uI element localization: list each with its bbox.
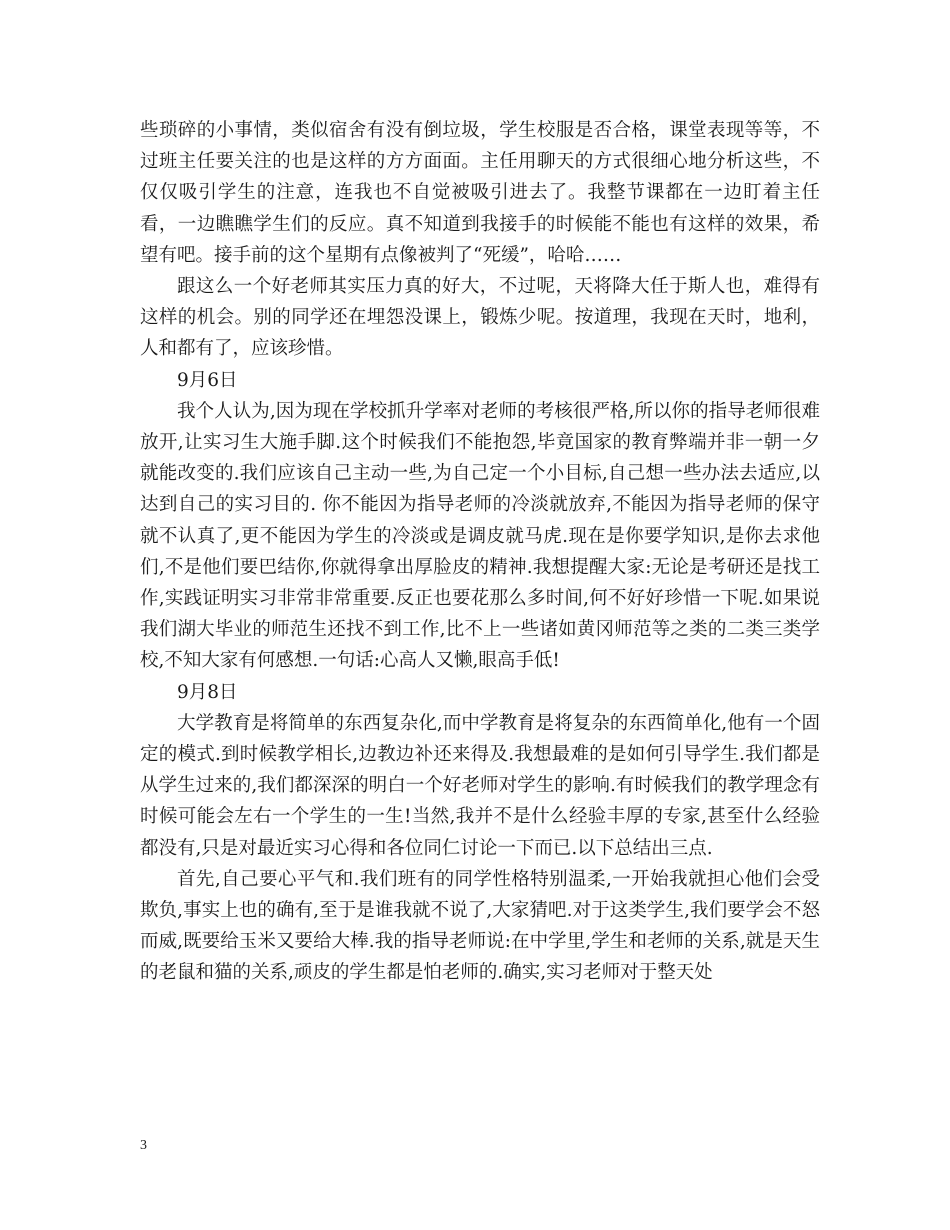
paragraph-pressure: 跟这么一个好老师其实压力真的好大，不过呢，天将降大任于斯人也，难得有这样的机会。别的同学还在埋怨没课上，锻炼少呢。按道理，我现在天时，地利，人和都有了，应该珍惜。 bbox=[140, 276, 820, 360]
document-body bbox=[140, 115, 820, 989]
paragraph-personal-view: 我个人认为,因为现在学校抓升学率对老师的考核很严格,所以你的指导老师很难放开,让实习生大施手脚.这个时候我们不能抱怨,毕竟国家的教育弊端并非一朝一夕就能改变的.我们应该自己主动一些,为自己定一个小目标,自己想一些办法去适应,以达到自己的实习目的. 你不能因为指导老师的冷淡就放弃,不能因为指导老师的保守就不认真了,更不能因为学生的冷淡或是调皮就马虎.现在是你要学知识,是你去求他们,不是他们要巴结你,你就得拿出厚脸皮的精神.我想提醒大家:无论是考研还是找工作,实践证明实习非常非常重要.反正也要花那么多时间,何不好好珍惜一下呢.如果说我们湖大毕业的师范生还找不到工作,比不上一些诸如黄冈师范等之类的二类三类学校,不知大家有何感想.一句话:心高人又懒,眼高手低! bbox=[140, 400, 820, 672]
paragraph-first-point: 首先,自己要心平气和.我们班有的同学性格特别温柔,一开始我就担心他们会受欺负,事实上也的确有,至于是谁我就不说了,大家猜吧.对于这类学生,我们要学会不怒而威,既要给玉米又要给大棒.我的指导老师说:在中学里,学生和老师的关系,就是天生的老鼠和猫的关系,顽皮的学生都是怕老师的.确实,实习老师对于整天处 bbox=[140, 868, 820, 984]
paragraph-education: 大学教育是将简单的东西复杂化,而中学教育是将复杂的东西简单化,他有一个固定的模式.到时候教学相长,边教边补还来得及.我想最难的是如何引导学生.我们都是从学生过来的,我们都深深的明白一个好老师对学生的影响.有时候我们的教学理念有时候可能会左右一个学生的一生!当然,我并不是什么经验丰厚的专家,甚至什么经验都没有,只是对最近实习心得和各位同仁讨论一下而已.以下总结出三点. bbox=[140, 712, 820, 859]
page-number: 3 bbox=[140, 1138, 147, 1153]
paragraph-continuation: 些琐碎的小事情，类似宿舍有没有倒垃圾，学生校服是否合格，课堂表现等等，不过班主任要关注的也是这样的方方面面。主任用聊天的方式很细心地分析这些，不仅仅吸引学生的注意，连我也不自觉被吸引进去了。我整节课都在一边盯着主任看，一边瞧瞧学生们的反应。真不知道到我接手的时候能不能也有这样的效果，希望有吧。接手前的这个星期有点像被判了“死缓”，哈哈…… bbox=[140, 120, 820, 266]
date-heading-sep-6: 9月6日 bbox=[177, 369, 238, 391]
date-heading-sep-8: 9月8日 bbox=[177, 681, 238, 703]
